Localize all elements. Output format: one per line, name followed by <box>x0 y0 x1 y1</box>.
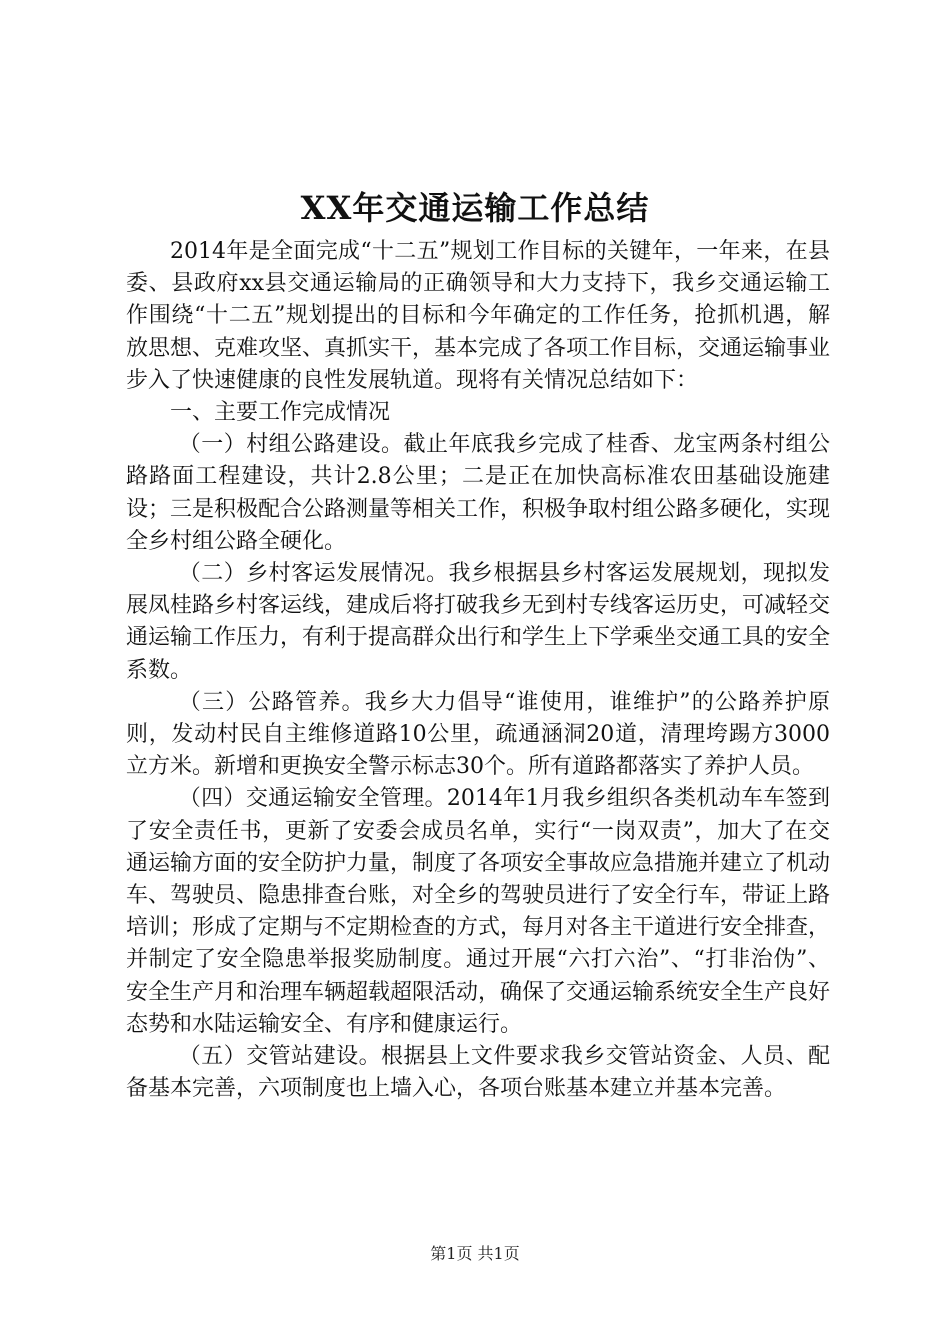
page-number-footer: 第1页 共1页 <box>430 1244 520 1263</box>
document-title: XX年交通运输工作总结 <box>300 189 650 227</box>
paragraph-item-1: （一）村组公路建设。截止年底我乡完成了桂香、龙宝两条村组公路路面工程建设，共计2.8公里；二是正在加快高标准农田基础设施建设；三是积极配合公路测量等相关工作，积极争取村组公路多硬化，实现全乡村组公路全硬化。 <box>126 432 831 554</box>
paragraph-intro: 2014年是全面完成“十二五”规划工作目标的关键年，一年来，在县委、县政府xx县交通运输局的正确领导和大力支持下，我乡交通运输工作围绕“十二五”规划提出的目标和今年确定的工作任务，抢抓机遇，解放思想、克难攻坚、真抓实干，基本完成了各项工作目标，交通运输事业步入了快速健康的良性发展轨道。现将有关情况总结如下： <box>126 239 831 393</box>
paragraph-item-5: （五）交管站建设。根据县上文件要求我乡交管站资金、人员、配备基本完善，六项制度也上墙入心，各项台账基本建立并基本完善。 <box>126 1044 830 1102</box>
section-heading: 一、主要工作完成情况 <box>170 400 391 426</box>
paragraph-item-4: （四）交通运输安全管理。2014年1月我乡组织各类机动车车签到了安全责任书，更新了安委会成员名单，实行“一岗双责”，加大了在交通运输方面的安全防护力量，制度了各项安全事故应急措施并建立了机动车、驾驶员、隐患排查台账，对全乡的驾驶员进行了安全行车，带证上路培训；形成了定期与不定期检查的方式，每月对各主干道进行安全排查，并制定了安全隐患举报奖励制度。通过开展“六打六治”、“打非治伪”、安全生产月和治理车辆超载超限活动，确保了交通运输系统安全生产良好态势和水陆运输安全、有序和健康运行。 <box>126 786 831 1037</box>
document-body <box>126 236 830 1105</box>
paragraph-item-2: （二）乡村客运发展情况。我乡根据县乡村客运发展规划，现拟发展凤桂路乡村客运线，建成后将打破我乡无到村专线客运历史，可减轻交通运输工作压力，有利于提高群众出行和学生上下学乘坐交通工具的安全系数。 <box>126 561 831 683</box>
paragraph-item-3: （三）公路管养。我乡大力倡导“谁使用，谁维护”的公路养护原则，发动村民自主维修道路10公里，疏通涵洞20道，清理垮踢方3000立方米。新增和更换安全警示标志30个。所有道路都落实了养护人员。 <box>126 689 830 780</box>
